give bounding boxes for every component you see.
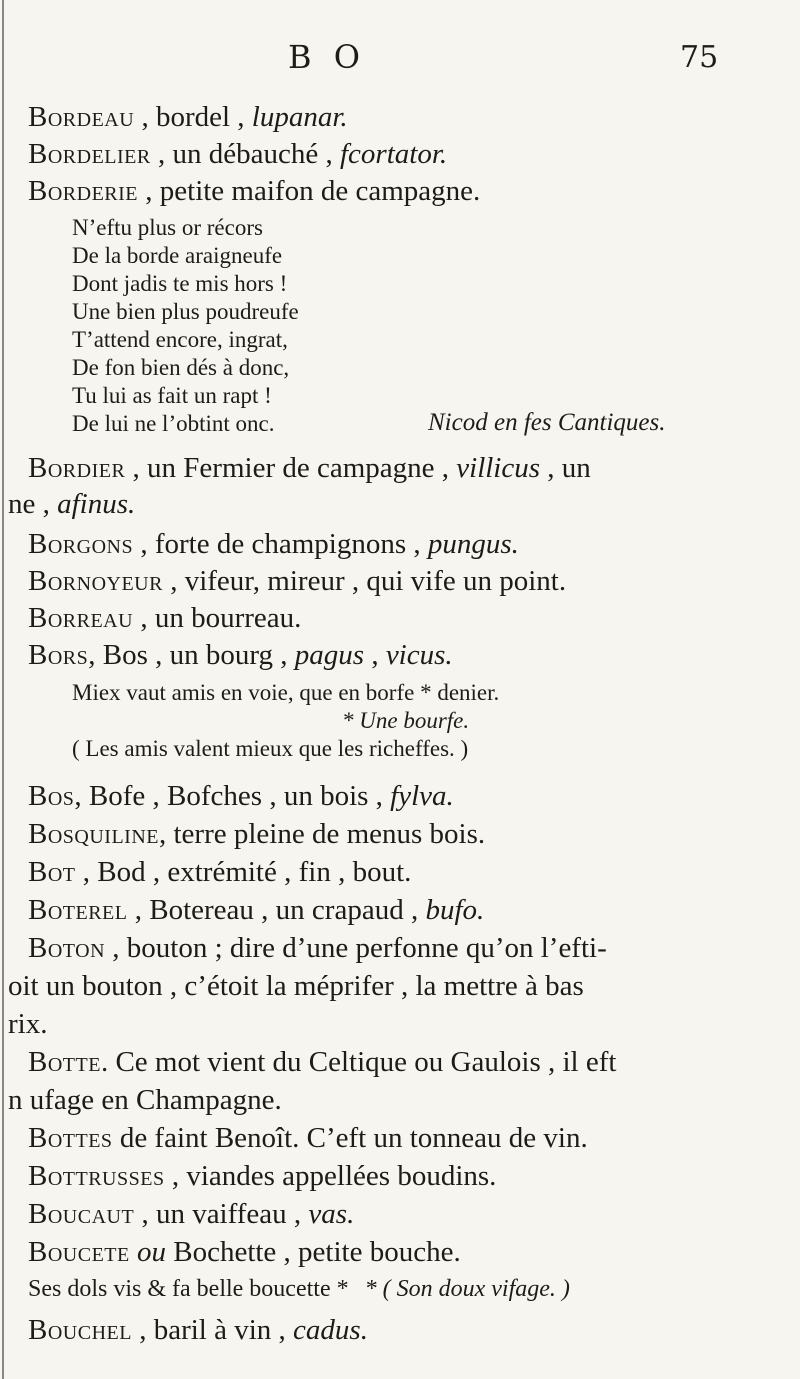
entry-term: Boton: [28, 932, 106, 964]
entry-latin: ou: [136, 1236, 166, 1268]
entry-boton: [28, 932, 607, 965]
entry-term: Bos: [28, 780, 75, 812]
entry-term: Boucaut: [28, 1198, 135, 1230]
entry-bottrusses: [28, 1160, 496, 1193]
entry-boucaut: [28, 1198, 354, 1231]
entry-term: Borreau: [28, 602, 134, 634]
entry-continuation: [8, 1084, 282, 1117]
entry-term: Bot: [28, 856, 76, 888]
entry-text: , baril à vin ,: [131, 1314, 294, 1346]
entry-text: , un débauché ,: [150, 138, 340, 170]
entry-boucete: [28, 1236, 461, 1269]
entry-bordier: [28, 452, 591, 485]
entry-text: , petite maifon de campagne.: [138, 175, 481, 207]
entry-bordelier: [28, 138, 447, 171]
entry-borgons: [28, 528, 519, 561]
entry-text: , bordel ,: [134, 101, 252, 133]
entry-bordeau: [28, 101, 348, 134]
entry-term: Borderie: [28, 175, 139, 207]
entry-borderie: [28, 175, 480, 208]
entry-text: , bouton ; dire d’une perfonne qu’on l’efti-: [105, 932, 607, 964]
entry-latin: lupanar.: [251, 101, 348, 133]
entry-text: , forte de champignons ,: [133, 528, 428, 560]
quote-line: Miex vaut amis en voie, que en borfe * denier.: [72, 680, 500, 705]
page-header: [0, 38, 800, 78]
entry-text: , un bourreau.: [133, 602, 302, 634]
entry-text: , terre pleine de menus bois.: [159, 818, 486, 850]
entry-latin: pungus.: [427, 528, 519, 560]
entry-text: , Bos , un bourg ,: [88, 639, 295, 671]
entry-term: Bottrusses: [28, 1160, 165, 1192]
entry-term: Bouchel: [28, 1314, 132, 1346]
entry-term: Bornoyeur: [28, 565, 163, 597]
entry-bottes: [28, 1122, 588, 1155]
running-head: B O: [288, 38, 366, 76]
entry-term: Boterel: [28, 894, 128, 926]
quote-line: Une bien plus poudreufe: [72, 299, 299, 324]
quote-attribution: Nicod en fes Cantiques.: [428, 409, 666, 436]
quote-translation: ( Les amis valent mieux que les richeffes. ): [72, 736, 469, 761]
entry-term: Bottes: [28, 1122, 113, 1154]
entry-text: n ufage en Champagne.: [8, 1084, 282, 1116]
entry-latin: vicus.: [385, 639, 453, 671]
quote-line: T’attend encore, ingrat,: [72, 327, 288, 352]
entry-latin: fcortator.: [339, 138, 448, 170]
quote-line: Tu lui as fait un rapt !: [72, 383, 272, 408]
entry-latin: cadus.: [293, 1314, 368, 1346]
entry-botte: [28, 1046, 616, 1079]
quote-line: De la borde araigneufe: [72, 243, 283, 268]
entry-term: Borgons: [28, 528, 134, 560]
entry-text: , un vaiffeau ,: [134, 1198, 309, 1230]
entry-term: Boucete: [28, 1236, 130, 1268]
entry-borreau: [28, 602, 301, 635]
entry-text: oit un bouton , c’étoit la méprifer , la mettre à bas: [8, 970, 584, 1002]
entry-continuation: [8, 970, 584, 1003]
entry-term: Bors: [28, 639, 89, 671]
quote-line: N’eftu plus or récors: [72, 215, 263, 240]
entry-latin: fylva.: [390, 780, 454, 812]
entry-latin: afinus.: [57, 488, 136, 520]
entry-text: ne ,: [8, 488, 58, 520]
quote-gloss: * Une bourfe.: [342, 708, 470, 733]
entry-text: [130, 1236, 137, 1268]
quote-line: Dont jadis te mis hors !: [72, 271, 288, 296]
entry-text: , Bod , extrémité , fin , bout.: [75, 856, 412, 888]
citation-text: Ses dols vis & fa belle boucette *: [28, 1276, 349, 1302]
entry-latin: vas.: [308, 1198, 355, 1230]
entry-text: rix.: [8, 1008, 48, 1040]
entry-bosquiline: [28, 818, 485, 851]
entry-bornoyeur: [28, 565, 566, 598]
entry-text: de faint Benoît. C’eft un tonneau de vin.: [112, 1122, 588, 1154]
entry-bos: [28, 780, 454, 813]
entry-text: , vifeur, mireur , qui vife un point.: [162, 565, 567, 597]
page-number: 75: [680, 40, 719, 75]
citation-gloss: * ( Son doux vifage. ): [364, 1276, 570, 1302]
entry-term: Bosquiline: [28, 818, 159, 850]
entry-bot: [28, 856, 411, 889]
entry-latin: bufo.: [425, 894, 485, 926]
entry-bors: [28, 639, 453, 672]
entry-text: Bochette , petite bouche.: [165, 1236, 461, 1268]
entry-latin: villicus: [456, 452, 541, 484]
entry-text: , viandes appellées boudins.: [164, 1160, 497, 1192]
entry-text: . Ce mot vient du Celtique ou Gaulois , il eft: [100, 1046, 617, 1078]
entry-bouchel: [28, 1314, 368, 1347]
entry-text: , Botereau , un crapaud ,: [127, 894, 426, 926]
entry-latin: pagus: [294, 639, 365, 671]
entry-text: ,: [364, 639, 386, 671]
entry-boterel: [28, 894, 484, 927]
entry-term: Botte: [28, 1046, 101, 1078]
citation-line: [28, 1276, 570, 1303]
entry-text: , un: [540, 452, 591, 484]
quote-line: De fon bien dés à donc,: [72, 355, 290, 380]
entry-term: Bordeau: [28, 101, 135, 133]
entry-continuation: [8, 1008, 47, 1041]
entry-text: , Bofe , Bofches , un bois ,: [74, 780, 391, 812]
entry-continuation: [8, 488, 135, 521]
entry-text: , un Fermier de campagne ,: [125, 452, 457, 484]
entry-term: Bordelier: [28, 138, 151, 170]
quote-line: De lui ne l’obtint onc.: [72, 411, 275, 436]
entry-term: Bordier: [28, 452, 126, 484]
